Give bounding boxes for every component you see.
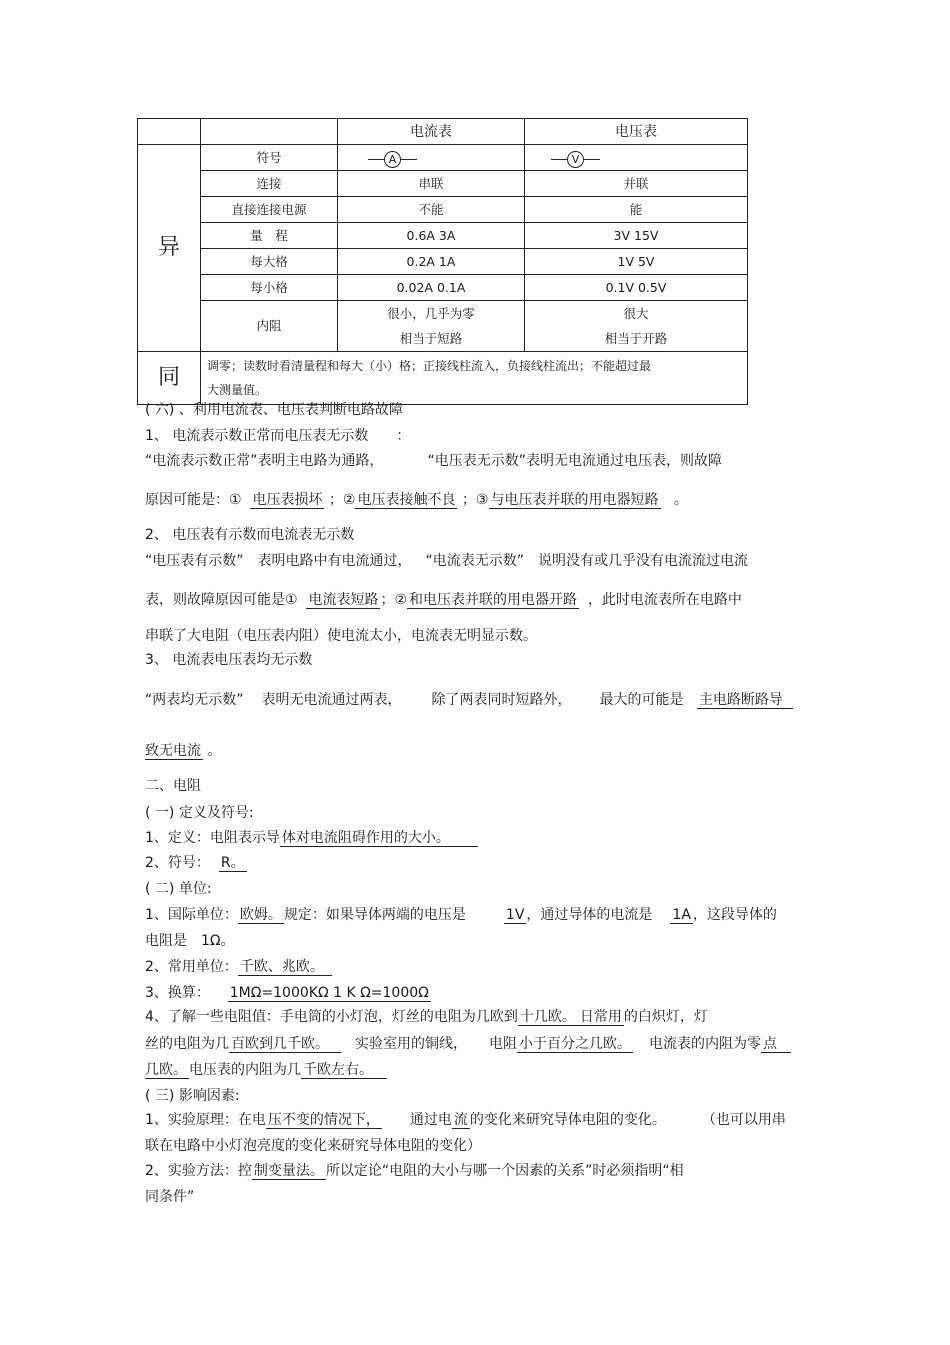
paragraph-line: 1、国际单位： 欧姆。 规定：如果导体两端的电压是 1V ，通过导体的电流是 1A ，这段导体的 xyxy=(145,907,777,923)
paragraph-line: “电流表示数正常”表明主电路为通路， “电压表无示数”表明无电流通过电压表，则故障 xyxy=(145,453,723,469)
subsection-title: ( 三) 影响因素: xyxy=(145,1088,240,1104)
paragraph-line: 2、符号： R。 xyxy=(145,855,245,871)
paragraph-line: 几欧。 电压表的内阻为几 千欧左右。 xyxy=(145,1060,387,1080)
paragraph-line: 同条件” xyxy=(145,1189,195,1205)
paragraph-line: 2、常用单位： 千欧、兆欧。 xyxy=(145,957,332,977)
item-title: 1、 电流表示数正常而电压表无示数 ： xyxy=(145,428,411,444)
voltmeter-resistance-1: 很大 xyxy=(623,306,649,321)
diff-label: 异 xyxy=(138,145,201,352)
ammeter-cell: 0.6A 3A xyxy=(338,223,525,249)
paragraph-line: 致无电流 。 xyxy=(145,743,222,759)
voltmeter-cell: 0.1V 0.5V xyxy=(525,275,748,301)
header-voltmeter: 电压表 xyxy=(525,119,748,145)
paragraph-line: “电压表有示数” 表明电路中有电流通过， “电流表无示数” 说明没有或几乎没有电流流过电流 xyxy=(145,553,749,569)
paragraph-line: 电阻是 1Ω。 xyxy=(145,933,235,949)
subsection-title: ( 二) 单位: xyxy=(145,881,212,897)
row-label: 每大格 xyxy=(201,249,338,275)
header-cell xyxy=(201,119,338,145)
paragraph-line: 原因可能是：① 电压表损坏 ；② 电压表接触不良 ；③ 与电压表并联的用电器短路 。 xyxy=(145,492,688,508)
ammeter-cell: 不能 xyxy=(338,197,525,223)
paragraph-line: 丝的电阻为几 百欧到几千欧。 实验室用的铜线， 电阻 小于百分之几欧。 电流表的内阻为零 点 xyxy=(145,1034,791,1054)
section-title: 二、电阻 xyxy=(145,778,201,794)
row-label: 直接连接电源 xyxy=(201,197,338,223)
paragraph-line: 2、实验方法：控 制变量法。 所以定论“电阻的大小与哪一个因素的关系”时必须指明“相 xyxy=(145,1163,684,1179)
voltmeter-cell: 1V 5V xyxy=(525,249,748,275)
paragraph-line: “两表均无示数” 表明无电流通过两表， 除了两表同时短路外， 最大的可能是 主电路断路导 xyxy=(145,690,793,710)
section-title: ( 六) 、利用电流表、电压表判断电路故障 xyxy=(145,402,403,418)
same-label: 同 xyxy=(138,352,201,405)
ammeter-voltmeter-table xyxy=(137,118,748,405)
voltmeter-cell: 并联 xyxy=(525,171,748,197)
ammeter-symbol-icon: A xyxy=(368,151,417,168)
row-label: 每小格 xyxy=(201,275,338,301)
ammeter-cell: 串联 xyxy=(338,171,525,197)
paragraph-line: 串联了大电阻（电压表内阻）使电流太小，电流表无明显示数。 xyxy=(145,628,537,644)
paragraph-line: 1、实验原理：在电 压不变的情况下， 通过电 流 的变化来研究导体电阻的变化。 （也可以用串 xyxy=(145,1112,786,1128)
ammeter-cell: 0.2A 1A xyxy=(338,249,525,275)
header-ammeter: 电流表 xyxy=(338,119,525,145)
ammeter-resistance-1: 很小，几乎为零 xyxy=(387,306,475,321)
ammeter-cell: 0.02A 0.1A xyxy=(338,275,525,301)
voltmeter-resistance-2: 相当于开路 xyxy=(604,331,668,346)
paragraph-line: 4、了解一些电阻值：手电筒的小灯泡，灯丝的电阻为几欧到 十几欧。 日常用 的白炽灯，灯 xyxy=(145,1009,708,1025)
paragraph-line: 1、定义：电阻表示导 体对电流阻碍作用的大小。 xyxy=(145,828,478,848)
subsection-title: ( 一) 定义及符号: xyxy=(145,805,254,821)
voltmeter-symbol-icon: V xyxy=(551,151,600,168)
item-title: 3、 电流表电压表均无示数 xyxy=(145,652,313,668)
item-title: 2、 电压表有示数而电流表无示数 xyxy=(145,527,355,543)
header-cell xyxy=(138,119,201,145)
voltmeter-cell: 能 xyxy=(525,197,748,223)
ammeter-resistance-2: 相当于短路 xyxy=(399,331,463,346)
voltmeter-cell: 3V 15V xyxy=(525,223,748,249)
same-text-line: 调零；读数时看清量程和每大（小）格；正接线柱流入，负接线柱流出；不能超过最 xyxy=(207,359,652,373)
row-label: 内阻 xyxy=(201,301,338,352)
row-label: 连接 xyxy=(201,171,338,197)
row-label: 量 程 xyxy=(201,223,338,249)
same-text-line: 大测量值。 xyxy=(207,383,268,397)
paragraph-line: 表，则故障原因可能是① 电流表短路 ；② 和电压表并联的用电器开路 ，此时电流表所在电路中 xyxy=(145,592,742,608)
paragraph-line: 3、换算： 1MΩ=1000KΩ 1 K Ω=1000Ω xyxy=(145,985,429,1001)
row-label: 符号 xyxy=(201,145,338,171)
paragraph-line: 联在电路中小灯泡亮度的变化来研究导体电阻的变化） xyxy=(145,1138,481,1154)
